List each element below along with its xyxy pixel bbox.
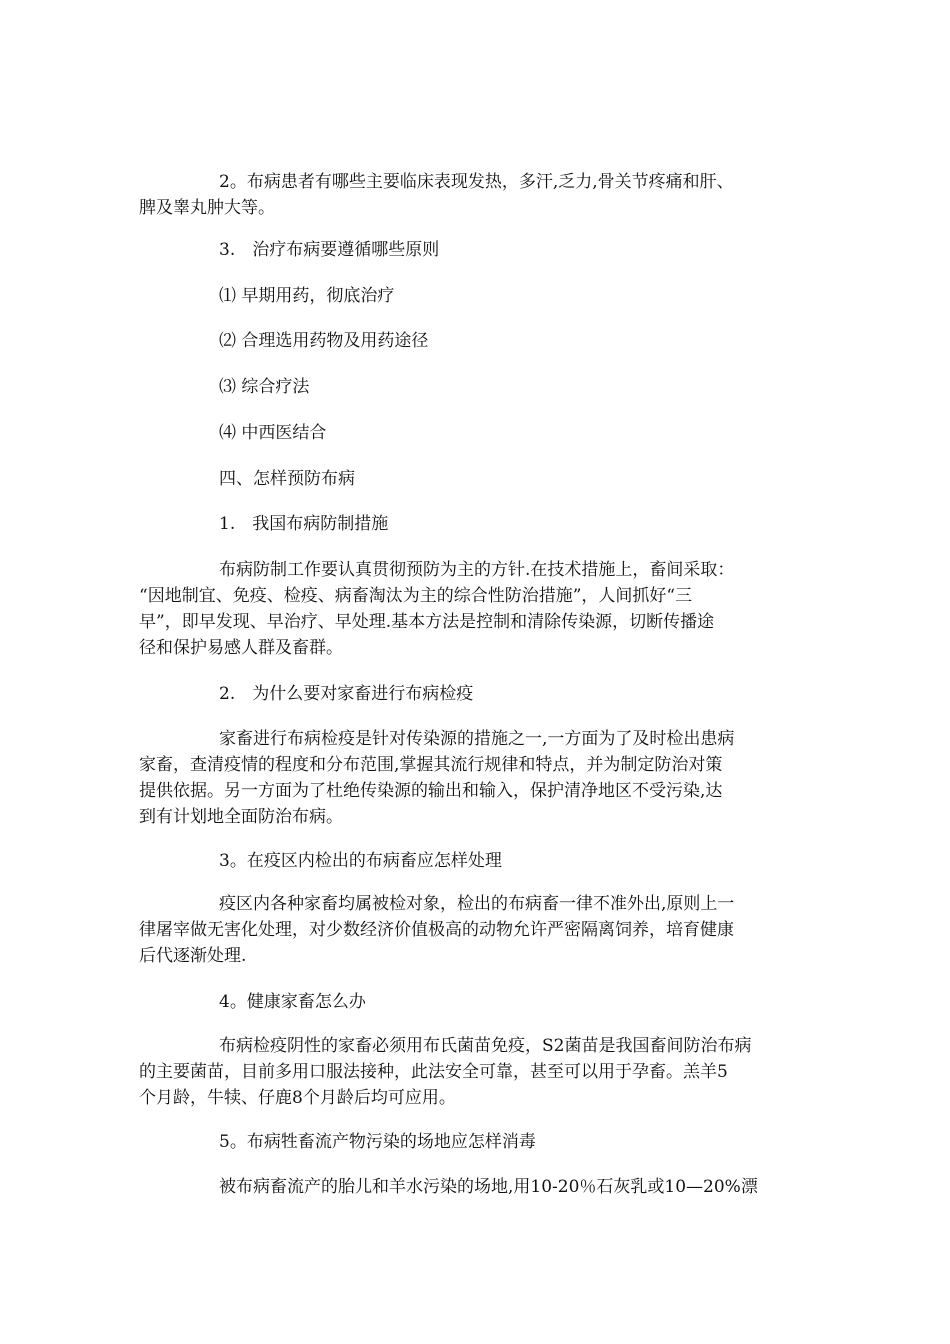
text-line: 家畜，查清疫情的程度和分布范围,掌握其流行规律和特点，并为制定防治对策: [139, 755, 723, 775]
text-line: 律屠宰做无害化处理，对少数经济价值极高的动物允许严密隔离饲养，培育健康: [139, 920, 734, 940]
principle-item-3: ⑶ 综合疗法: [219, 377, 310, 397]
text-line: 早”，即早发现、早治疗、早处理.基本方法是控制和清除传染源，切断传播途: [139, 612, 715, 632]
text-line: 后代逐渐处理.: [139, 946, 247, 966]
text-line: 被布病畜流产的胎儿和羊水污染的场地,用10-20％石灰乳或10—20%漂: [219, 1177, 758, 1197]
text-line: 疫区内各种家畜均属被检对象，检出的布病畜一律不准外出,原则上一: [219, 894, 735, 914]
text-line: 2。布病患者有哪些主要临床表现发热，多汗,乏力,骨关节疼痛和肝、: [219, 172, 734, 192]
text-line: 的主要菌苗，目前多用口服法接种，此法安全可靠，甚至可以用于孕畜。羔羊5: [139, 1062, 728, 1082]
principle-item-1: ⑴ 早期用药，彻底治疗: [219, 286, 395, 306]
subsection-5-heading: 5。布病牲畜流产物污染的场地应怎样消毒: [219, 1132, 536, 1152]
text-line: 提供依据。另一方面为了杜绝传染源的输出和输入，保护清净地区不受污染,达: [139, 781, 723, 801]
subsection-3-paragraph: [139, 891, 819, 969]
text-line: 家畜进行布病检疫是针对传染源的措施之一,一方面为了及时检出患病: [219, 729, 735, 749]
principle-item-2: ⑵ 合理选用药物及用药途径: [219, 331, 429, 351]
question-3-heading: 3. 治疗布病要遵循哪些原则: [219, 240, 440, 260]
subsection-5-paragraph: [139, 1174, 819, 1200]
subsection-4-heading: 4。健康家畜怎么办: [219, 992, 366, 1012]
principle-item-4: ⑷ 中西医结合: [219, 423, 327, 443]
subsection-2-heading: 2. 为什么要对家畜进行布病检疫: [219, 684, 474, 704]
text-line: 脾及睾丸肿大等。: [139, 198, 275, 218]
text-line: 布病检疫阴性的家畜必须用布氏菌苗免疫，S2菌苗是我国畜间防治布病: [219, 1036, 752, 1056]
subsection-1-heading: 1. 我国布病防制措施: [219, 514, 389, 534]
subsection-1-paragraph: [139, 557, 819, 661]
subsection-3-heading: 3。在疫区内检出的布病畜应怎样处理: [219, 851, 502, 871]
question-2-paragraph: [139, 169, 819, 221]
subsection-4-paragraph: [139, 1033, 819, 1111]
text-line: 个月龄，牛犊、仔鹿8个月龄后均可应用。: [139, 1088, 456, 1108]
section-4-heading: 四、怎样预防布病: [219, 469, 355, 489]
text-line: “因地制宜、免疫、检疫、病畜淘汰为主的综合性防治措施”，人间抓好“三: [139, 586, 693, 606]
text-line: 布病防制工作要认真贯彻预防为主的方针.在技术措施上，畜间采取：: [219, 560, 735, 580]
subsection-2-paragraph: [139, 726, 819, 830]
text-line: 径和保护易感人群及畜群。: [139, 638, 343, 658]
text-line: 到有计划地全面防治布病。: [139, 807, 343, 827]
